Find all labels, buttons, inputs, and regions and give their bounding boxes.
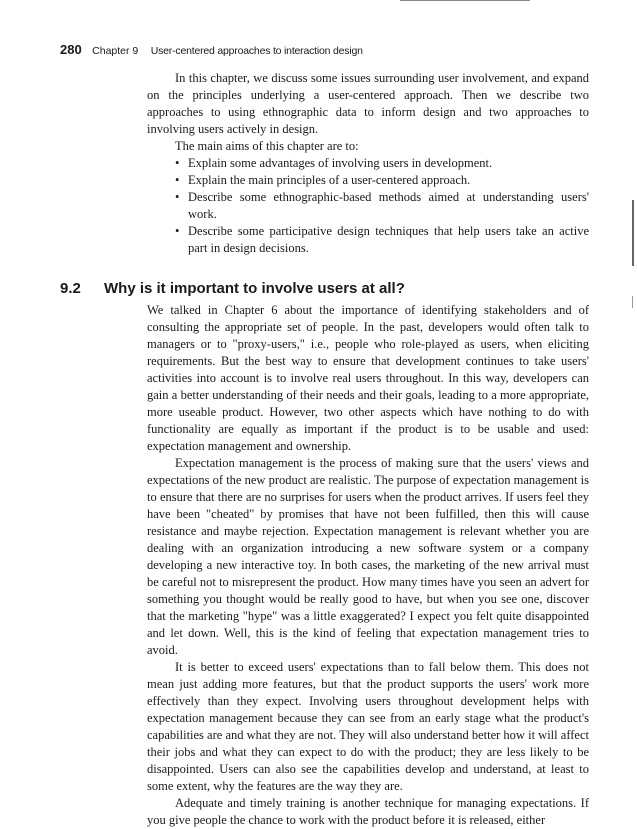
bullet-icon: • (175, 156, 180, 170)
scan-edge-line (632, 296, 633, 308)
aims-list-item (175, 189, 589, 223)
aims-list (175, 155, 589, 257)
aim-text: Describe some participative design techniques that help users take an active part in design decisions. (188, 224, 589, 255)
body-paragraph: We talked in Chapter 6 about the importance of identifying stakeholders and of consulting the appropriate set of people. In the past, developers would often talk to managers or to "proxy-users," i.e., people who role-played as users, when eliciting requirements. But the best way to ensure that development continues to take users' activities into account is to involve real users throughout. In this way, developers can gain a better understanding of their needs and their goals, leading to a more appropriate, more useable product. However, two other aspects which have nothing to do with functionality are equally as important if the product is to be usable and used: expectation management and ownership. (147, 303, 589, 453)
chapter-title: User-centered approaches to interaction design (150, 45, 363, 57)
aim-text: Explain the main principles of a user-centered approach. (188, 173, 471, 187)
scan-edge-line (400, 0, 530, 1)
bullet-icon: • (175, 190, 180, 204)
section-title: Why is it important to involve users at all? (104, 280, 405, 297)
aims-list-item (175, 172, 589, 189)
chapter-label: Chapter 9 (92, 45, 139, 57)
aims-lead: The main aims of this chapter are to: (175, 139, 359, 153)
intro-paragraph: In this chapter, we discuss some issues surrounding user involvement, and expand on the principles underlying a user-centered approach. Then we describe two approaches to using ethnographic data to inform design and two approaches to involving users actively in design. (147, 71, 589, 136)
body-paragraph: It is better to exceed users' expectations than to fall below them. This does not mean just adding more features, but that the product supports the users' work more effectively than they expect. Involving users throughout development helps with expectation management because they can see from an early stage what the product's capabilities are and what they are not. They will also understand better how it will affect their jobs and what they can expect to do with the product; they are less likely to be disappointed. Users can also see the capabilities develop and understand, at least to some extent, why the features are the way they are. (147, 660, 589, 793)
aims-list-item (175, 155, 589, 172)
aim-text: Describe some ethnographic-based methods aimed at understanding users' work. (188, 190, 589, 221)
bullet-icon: • (175, 224, 180, 238)
aims-list-item (175, 223, 589, 257)
section-heading (60, 280, 405, 297)
bullet-icon: • (175, 173, 180, 187)
intro-block (147, 70, 589, 257)
section-body (147, 302, 589, 829)
running-head (60, 41, 363, 59)
aim-text: Explain some advantages of involving users in development. (188, 156, 493, 170)
section-number: 9.2 (60, 280, 81, 297)
page-number: 280 (60, 42, 82, 57)
scan-edge-line (632, 200, 634, 266)
body-paragraph: Adequate and timely training is another technique for managing expectations. If you give people the chance to work with the product before it is released, either (147, 796, 589, 827)
body-paragraph: Expectation management is the process of making sure that the users' views and expectations of the new product are realistic. The purpose of expectation management is to ensure that there are no surprises for users when the product arrives. If users feel they have been "cheated" by promises that have not been fulfilled, then this will cause resistance and maybe rejection. Expectation management is relevant whether you are dealing with an organization introducing a new software system or a company developing a new interactive toy. In both cases, the marketing of the new arrival must be careful not to misrepresent the product. How many times have you seen an advert for something you thought would be really good to have, but when you see one, discover that the marketing "hype" was a little exaggerated? I expect you felt quite disappointed and let down. Well, this is the kind of feeling that expectation management tries to avoid. (147, 456, 589, 657)
